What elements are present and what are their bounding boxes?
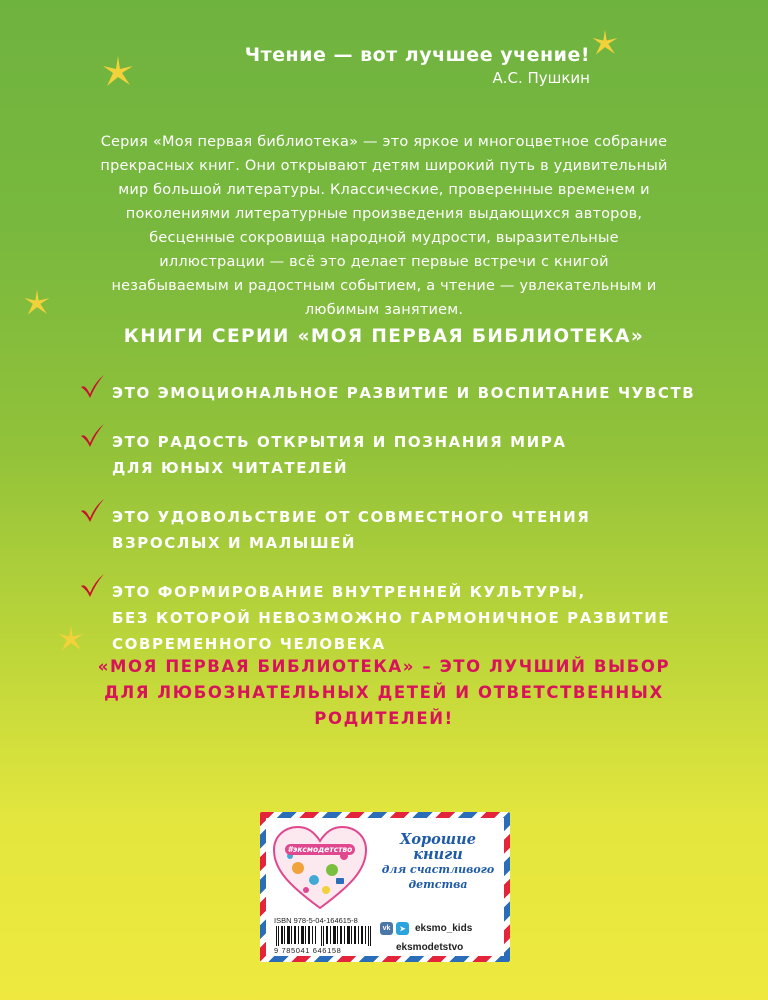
benefit-text: ЭТО УДОВОЛЬСТВИЕ ОТ СОВМЕСТНОГО ЧТЕНИЯ ВЗРОСЛЫХ И МАЛЫШЕЙ <box>112 508 591 552</box>
star-icon <box>22 288 52 318</box>
checkmark-icon <box>78 372 106 400</box>
slogan <box>374 832 502 892</box>
heart-label: #эксмодетство <box>285 844 355 855</box>
barcode-number: 9 785041 646158 <box>274 946 342 955</box>
telegram-icon[interactable]: ➤ <box>396 922 409 935</box>
social-handles <box>380 922 472 935</box>
list-item <box>78 571 718 657</box>
benefit-text: ЭТО РАДОСТЬ ОТКРЫТИЯ И ПОЗНАНИЯ МИРА ДЛЯ ЮНЫХ ЧИТАТЕЛЕЙ <box>112 433 567 477</box>
slogan-line: Хорошие <box>400 831 476 848</box>
star-icon <box>100 54 136 90</box>
series-title: КНИГИ СЕРИИ «МОЯ ПЕРВАЯ БИБЛИОТЕКА» <box>123 326 645 347</box>
star-icon <box>590 28 620 58</box>
heart-emblem <box>270 824 370 910</box>
quote-text: Чтение — вот лучшее учение! <box>244 44 590 66</box>
list-item <box>78 372 718 406</box>
list-item <box>78 421 718 481</box>
slogan-line: книги <box>413 846 463 863</box>
benefit-text: ЭТО ФОРМИРОВАНИЕ ВНУТРЕННЕЙ КУЛЬТУРЫ, БЕЗ КОТОРОЙ НЕВОЗМОЖНО ГАРМОНИЧНОЕ РАЗВИТИЕ СОВРЕМЕННОГО ЧЕЛОВЕКА <box>112 583 671 653</box>
quote-author: А.С. Пушкин <box>492 69 590 87</box>
benefit-text: ЭТО ЭМОЦИОНАЛЬНОЕ РАЗВИТИЕ И ВОСПИТАНИЕ ЧУВСТВ <box>112 384 696 402</box>
publisher-sticker <box>260 812 510 962</box>
slogan-line: для счастливого <box>381 863 495 876</box>
list-item <box>78 496 718 556</box>
footer-claim: «МОЯ ПЕРВАЯ БИБЛИОТЕКА» – ЭТО ЛУЧШИЙ ВЫБОР ДЛЯ ЛЮБОЗНАТЕЛЬНЫХ ДЕТЕЙ И ОТВЕТСТВЕННЫХ РОДИТЕЛЕЙ! <box>97 657 671 728</box>
quote-block <box>160 44 590 87</box>
sticker-body <box>266 818 504 956</box>
checkmark-icon <box>78 496 106 524</box>
isbn: ISBN 978-5-04-164615-8 <box>274 916 358 925</box>
site-link[interactable]: eksmodetstvo <box>396 942 464 953</box>
vk-icon[interactable]: vk <box>380 922 393 935</box>
benefits-list <box>78 372 718 672</box>
heart-icon <box>270 824 370 910</box>
checkmark-icon <box>78 571 106 599</box>
intro-paragraph: Серия «Моя первая библиотека» — это яркое и многоцветное собрание прекрасных книг. Они открывают детям широкий путь в удивительный мир большой литературы. Классические, проверенные временем и поколениями литературные произведения выдающихся авторов, бесценные сокровища народной мудрости, выразительные иллюстрации — всё это делает первые встречи с книгой незабываемым и радостным событием, а чтение — увлекательным и любимым занятием. <box>100 134 668 318</box>
barcode-icon <box>274 926 374 946</box>
slogan-line: детства <box>408 878 468 891</box>
social-handle[interactable]: eksmo_kids <box>415 923 473 934</box>
checkmark-icon <box>78 421 106 449</box>
